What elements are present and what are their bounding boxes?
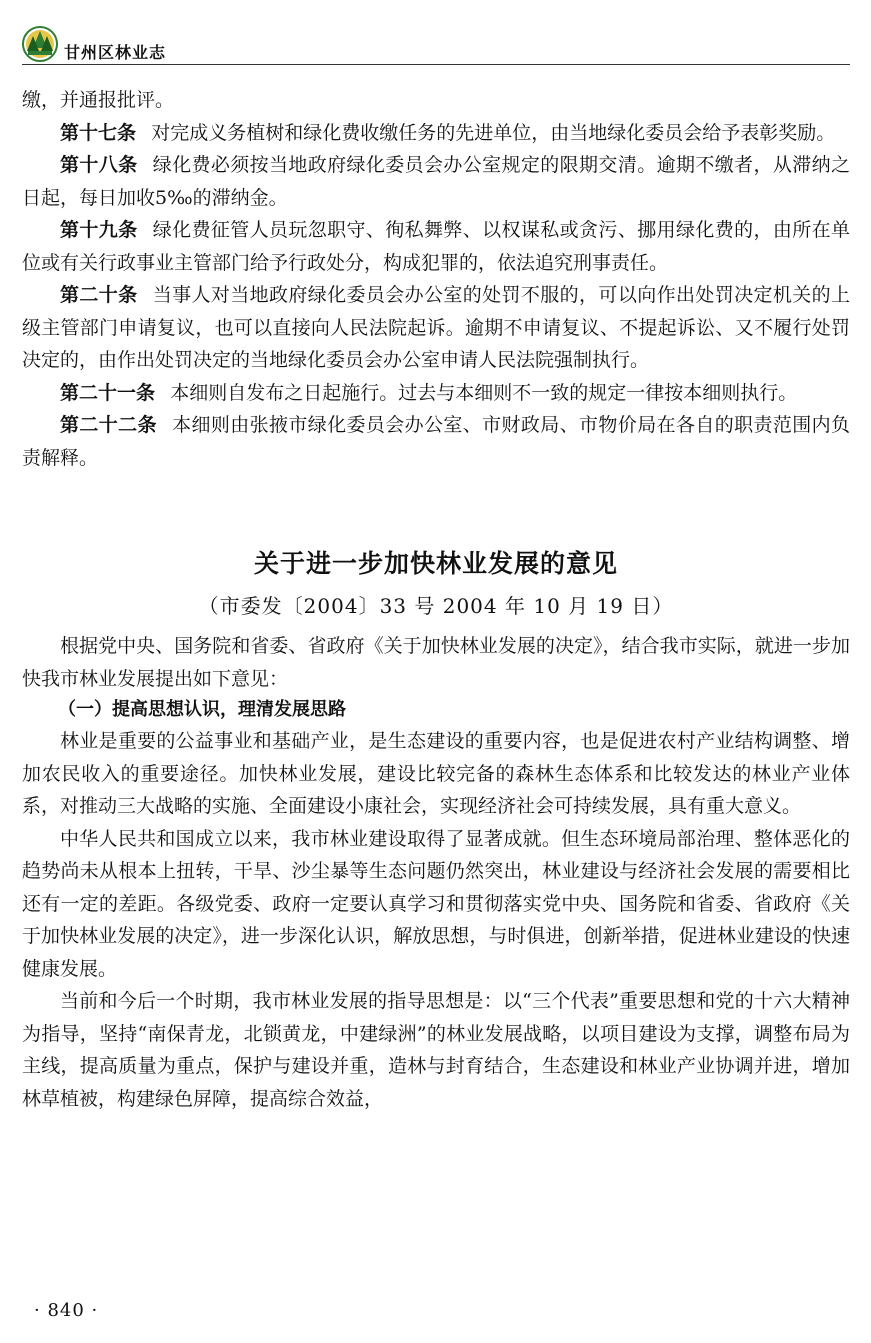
article-17 (22, 117, 850, 150)
body-paragraph: 当前和今后一个时期，我市林业发展的指导思想是：以“三个代表”重要思想和党的十六大精神为指导，坚持“南保青龙，北锁黄龙，中建绿洲”的林业发展战略，以项目建设为支撑，调整布局为主线，提高质量为重点，保护与建设并重，造林与封育结合，生态建设和林业产业协调并进，增加林草植被，构建绿色屏障，提高综合效益， (22, 990, 850, 1110)
article-22 (22, 409, 850, 474)
page-content (22, 84, 850, 1115)
section-heading: （一）提高思想认识，理清发展思路 (58, 699, 346, 720)
article-20 (22, 279, 850, 377)
document-title: 关于进一步加快林业发展的意见 (253, 549, 618, 578)
article-text: 本细则自发布之日起施行。过去与本细则不一致的规定一律按本细则执行。 (170, 381, 798, 404)
article-continuation (22, 84, 850, 117)
article-text: 当事人对当地政府绿化委员会办公室的处罚不服的，可以向作出处罚决定机关的上级主管部门申请复议，也可以直接向人民法院起诉。逾期不申请复议、不提起诉讼、又不履行处罚决定的，由作出处罚决定的当地绿化委员会办公室申请人民法院强制执行。 (22, 284, 850, 371)
regulation-articles (22, 84, 850, 474)
article-label: 第十九条 (60, 219, 138, 241)
body-paragraph: 林业是重要的公益事业和基础产业，是生态建设的重要内容，也是促进农村产业结构调整、增加农民收入的重要途径。加快林业发展，建设比较完备的森林生态体系和比较发达的林业产业体系，对推动三大战略的实施、全面建设小康社会，实现经济社会可持续发展，具有重大意义。 (22, 730, 850, 817)
article-19 (22, 214, 850, 279)
document-intro: 根据党中央、国务院和省委、省政府《关于加快林业发展的决定》，结合我市实际，就进一步加快我市林业发展提出如下意见： (22, 635, 850, 690)
article-21 (22, 377, 850, 410)
pine-tree-logo-icon (22, 26, 58, 62)
article-text: 绿化费必须按当地政府绿化委员会办公室规定的限期交清。逾期不缴者，从滞纳之日起，每日加收5‰的滞纳金。 (22, 154, 850, 209)
body-paragraph: 中华人民共和国成立以来，我市林业建设取得了显著成就。但生态环境局部治理、整体恶化的趋势尚未从根本上扭转，干旱、沙尘暴等生态问题仍然突出，林业建设与经济社会发展的需要相比还有一定的差距。各级党委、政府一定要认真学习和贯彻落实党中央、国务院和省委、省政府《关于加快林业发展的决定》，进一步深化认识，解放思想，与时俱进，创新举措，促进林业建设的快速健康发展。 (22, 827, 850, 980)
page-number: · 840 · (34, 1300, 99, 1321)
document-subtitle: （市委发〔2004〕33 号 2004 年 10 月 19 日） (198, 594, 674, 618)
article-text: 缴，并通报批评。 (22, 89, 175, 111)
article-text: 绿化费征管人员玩忽职守、徇私舞弊、以权谋私或贪污、挪用绿化费的，由所在单位或有关行政事业主管部门给予行政处分，构成犯罪的，依法追究刑事责任。 (22, 219, 850, 274)
article-18 (22, 149, 850, 214)
article-label: 第十七条 (60, 121, 137, 144)
article-label: 第二十条 (60, 284, 138, 306)
article-label: 第十八条 (60, 154, 138, 176)
page-header (22, 24, 850, 65)
article-text: 对完成义务植树和绿化费收缴任务的先进单位，由当地绿化委员会给予表彰奖励。 (151, 121, 836, 144)
book-title: 甘州区林业志 (64, 43, 167, 62)
article-label: 第二十一条 (60, 381, 156, 404)
article-label: 第二十二条 (60, 414, 157, 436)
article-text: 本细则由张掖市绿化委员会办公室、市财政局、市物价局在各自的职责范围内负责解释。 (22, 414, 850, 469)
